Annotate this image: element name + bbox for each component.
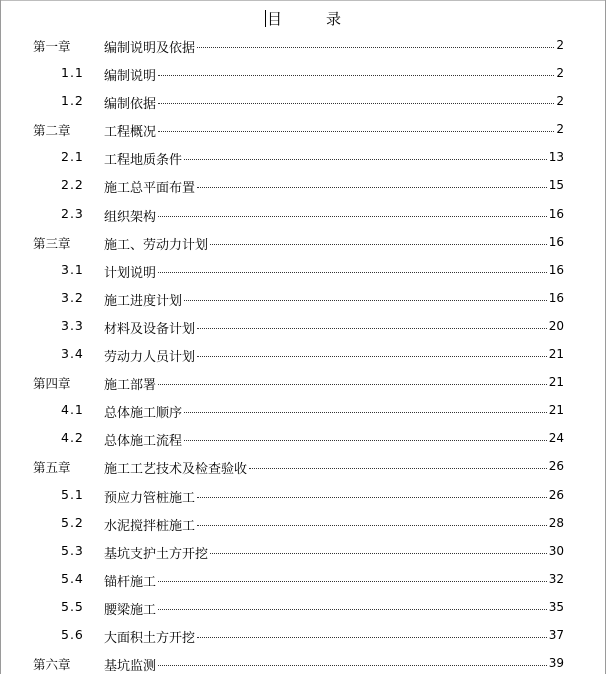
toc-entry-page: 2 <box>556 66 564 81</box>
toc-leader-dots <box>184 159 547 160</box>
toc-entry-number: 4.1 <box>61 402 84 418</box>
toc-entry-number: 3.4 <box>61 346 84 362</box>
toc-entry-page: 30 <box>548 543 564 558</box>
toc-leader-dots <box>197 497 547 498</box>
toc-entry[interactable] <box>0 58 606 86</box>
toc-entry-page: 15 <box>548 178 564 193</box>
page-top-border <box>0 0 606 1</box>
toc-leader-dots <box>197 356 547 357</box>
toc-entry-title: 编制说明 <box>104 69 157 85</box>
toc-leader-dots <box>197 525 547 526</box>
toc-leader-dots <box>158 609 547 610</box>
toc-entry-page: 39 <box>548 656 564 671</box>
toc-entry-number: 5.3 <box>61 542 84 558</box>
toc-entry-page: 16 <box>548 234 564 249</box>
toc-leader-dots <box>158 665 547 666</box>
toc-leader-dots <box>197 47 554 48</box>
toc-entry-page: 28 <box>548 515 564 530</box>
toc-entry-page: 21 <box>548 347 564 362</box>
toc-entry-page: 2 <box>556 94 564 109</box>
toc-entry-number: 第四章 <box>33 376 71 392</box>
toc-entry[interactable] <box>0 451 606 479</box>
toc-title-char-1: 目 <box>266 10 282 28</box>
toc-leader-dots <box>249 468 547 469</box>
toc-entry-title: 编制说明及依据 <box>104 41 196 56</box>
toc-entry[interactable] <box>0 480 606 508</box>
toc-entry-title: 工程地质条件 <box>104 153 183 169</box>
toc-entry-number: 3.2 <box>61 289 84 305</box>
toc-entry[interactable] <box>0 536 606 564</box>
toc-entry-title: 计划说明 <box>104 265 157 281</box>
toc-entry-number: 5.5 <box>61 598 84 614</box>
toc-entry-page: 16 <box>548 262 564 277</box>
toc-entry[interactable] <box>0 564 606 592</box>
toc-leader-dots <box>184 440 547 441</box>
toc-entry[interactable] <box>0 30 606 58</box>
toc-entry-number: 3.3 <box>61 317 84 333</box>
toc-entry[interactable] <box>0 648 606 676</box>
toc-leader-dots <box>158 131 554 132</box>
toc-leader-dots <box>210 244 547 245</box>
toc-entry-title: 水泥搅拌桩施工 <box>104 518 196 534</box>
toc-entry[interactable] <box>0 283 606 311</box>
toc-leader-dots <box>158 581 547 582</box>
toc-leader-dots <box>158 75 554 76</box>
toc-entry-number: 第一章 <box>33 39 71 54</box>
toc-entry-number: 5.6 <box>61 626 84 642</box>
toc-entry-page: 24 <box>548 431 564 446</box>
toc-entry-number: 5.2 <box>61 514 84 530</box>
toc-entry-number: 第五章 <box>33 460 71 476</box>
toc-entry-number: 第三章 <box>33 235 71 251</box>
toc-leader-dots <box>158 272 547 273</box>
toc-entry[interactable] <box>0 170 606 198</box>
toc-entry-title: 施工工艺技术及检查验收 <box>104 462 248 478</box>
toc-entry-number: 第六章 <box>33 657 71 673</box>
toc-entry-page: 21 <box>548 375 564 390</box>
toc-entry-title: 总体施工流程 <box>104 434 183 450</box>
toc-entry-title: 锚杆施工 <box>104 574 157 590</box>
toc-entry-page: 21 <box>548 403 564 418</box>
toc-entry-title: 大面积土方开挖 <box>104 630 196 646</box>
toc-entry[interactable] <box>0 367 606 395</box>
toc-entry-page: 13 <box>548 150 564 165</box>
toc-entry[interactable] <box>0 114 606 142</box>
toc-entry-title: 总体施工顺序 <box>104 406 183 422</box>
toc-entry-page: 16 <box>548 290 564 305</box>
text-cursor <box>265 10 266 27</box>
toc-entry-number: 2.3 <box>61 205 84 221</box>
toc-entry[interactable] <box>0 423 606 451</box>
toc-entry-title: 腰梁施工 <box>104 602 157 618</box>
toc-entry-page: 2 <box>556 122 564 137</box>
toc-leader-dots <box>158 103 554 104</box>
toc-entry-number: 2.2 <box>61 177 84 193</box>
toc-entry-page: 32 <box>548 571 564 586</box>
toc-entry-number: 3.1 <box>61 261 84 277</box>
toc-entry-title: 基坑监测 <box>104 659 157 675</box>
toc-entry-number: 2.1 <box>61 149 84 165</box>
toc-entry-number: 4.2 <box>61 430 84 446</box>
toc-entry-page: 16 <box>548 206 564 221</box>
toc-entry-number: 5.4 <box>61 570 84 586</box>
toc-entry-number: 1.2 <box>61 93 84 109</box>
toc-title-char-2: 录 <box>326 10 342 28</box>
toc-leader-dots <box>184 300 547 301</box>
toc-entry[interactable] <box>0 395 606 423</box>
toc-entry-title: 劳动力人员计划 <box>104 350 196 366</box>
toc-leader-dots <box>197 328 547 329</box>
toc-leader-dots <box>210 553 547 554</box>
toc-entry-number: 第二章 <box>33 123 71 139</box>
toc-entry-title: 基坑支护土方开挖 <box>104 546 209 562</box>
toc-entry-title: 施工进度计划 <box>104 293 183 309</box>
toc-entry[interactable] <box>0 339 606 367</box>
toc-entry-page: 2 <box>556 38 564 52</box>
toc-entry-title: 预应力管桩施工 <box>104 490 196 506</box>
toc-leader-dots <box>197 637 547 638</box>
toc-entry[interactable] <box>0 620 606 648</box>
toc-entry-page: 35 <box>548 599 564 614</box>
toc-entry[interactable] <box>0 227 606 255</box>
toc-entry[interactable] <box>0 592 606 620</box>
toc-title <box>0 8 606 29</box>
toc-entry[interactable] <box>0 199 606 227</box>
toc-entry[interactable] <box>0 86 606 114</box>
toc-leader-dots <box>197 187 547 188</box>
toc-list <box>0 30 606 676</box>
toc-entry[interactable] <box>0 255 606 283</box>
toc-leader-dots <box>158 216 547 217</box>
toc-entry-title: 工程概况 <box>104 125 157 141</box>
toc-entry-title: 施工总平面布置 <box>104 181 196 197</box>
toc-entry[interactable] <box>0 142 606 170</box>
toc-entry-number: 1.1 <box>61 65 84 81</box>
toc-entry-title: 施工部署 <box>104 378 157 394</box>
toc-entry-page: 26 <box>548 459 564 474</box>
toc-entry-page: 20 <box>548 318 564 333</box>
toc-entry-title: 施工、劳动力计划 <box>104 237 209 253</box>
toc-entry-number: 5.1 <box>61 486 84 502</box>
toc-entry-title: 编制依据 <box>104 97 157 113</box>
toc-entry-title: 组织架构 <box>104 209 157 225</box>
toc-entry[interactable] <box>0 508 606 536</box>
toc-leader-dots <box>184 412 547 413</box>
toc-entry[interactable] <box>0 311 606 339</box>
toc-entry-title: 材料及设备计划 <box>104 321 196 337</box>
toc-entry-page: 37 <box>548 627 564 642</box>
toc-leader-dots <box>158 384 547 385</box>
toc-entry-page: 26 <box>548 487 564 502</box>
